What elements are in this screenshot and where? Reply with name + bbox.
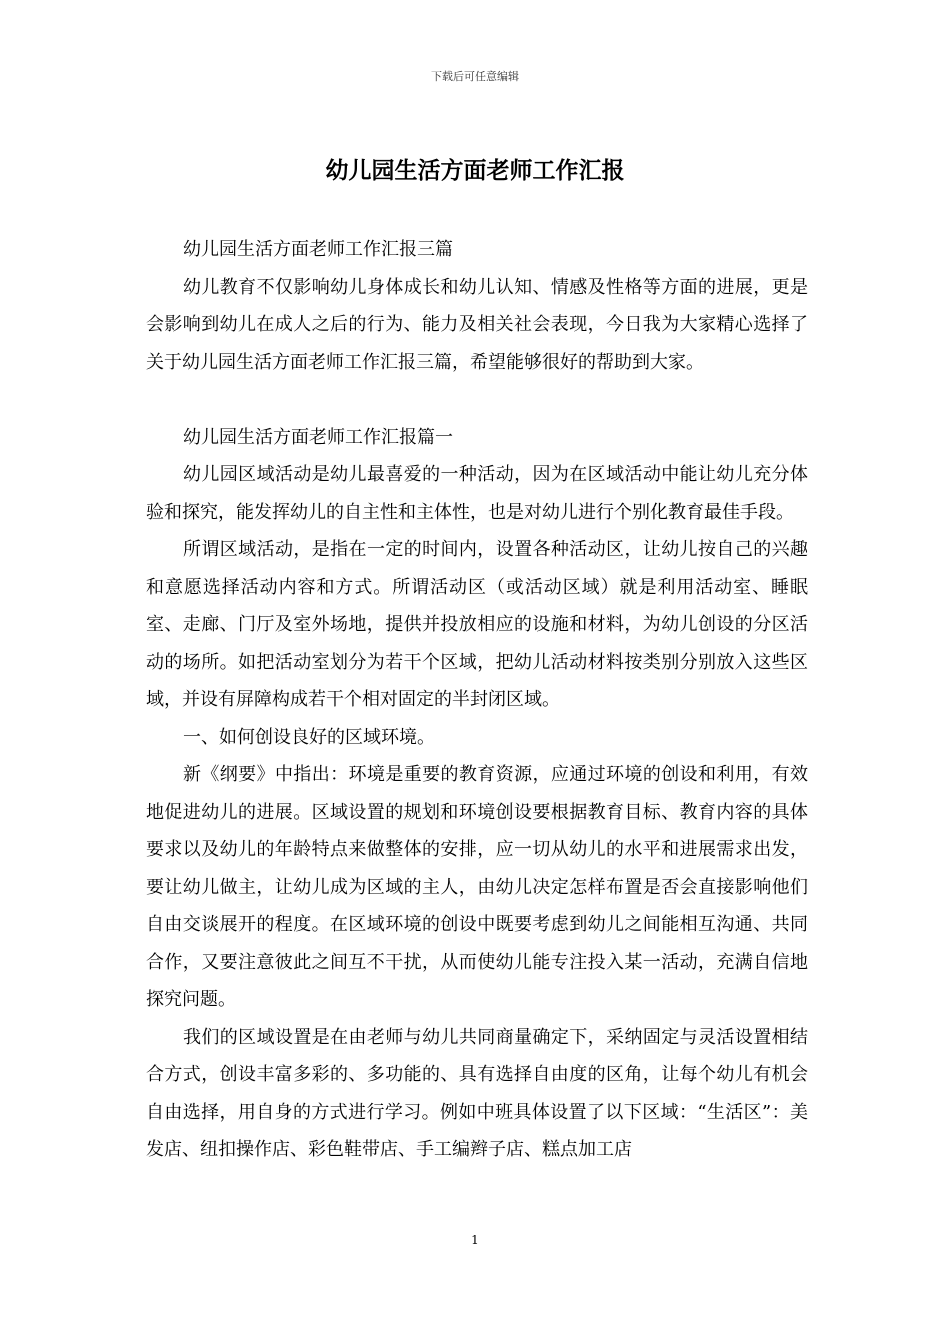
body-paragraph: 我们的区域设置是在由老师与幼儿共同商量确定下，采纳固定与灵活设置相结合方式，创设丰富多彩的、多功能的、具有选择自由度的区角，让每个幼儿有机会自由选择，用自身的方式进行学习。例如中班具体设置了以下区域：“生活区”：美发店、纽扣操作店、彩色鞋带店、手工编辫子店、糕点加工店 — [146, 1026, 808, 1160]
intro-paragraph: 幼儿教育不仅影响幼儿身体成长和幼儿认知、情感及性格等方面的进展，更是会影响到幼儿在成人之后的行为、能力及相关社会表现，今日我为大家精心选择了关于幼儿园生活方面老师工作汇报三篇，希望能够很好的帮助到大家。 — [146, 276, 808, 373]
subsection-heading: 一、如何创设良好的区域环境。 — [183, 726, 435, 748]
body-paragraph: 幼儿园区域活动是幼儿最喜爱的一种活动，因为在区域活动中能让幼儿充分体验和探究，能发挥幼儿的自主性和主体性，也是对幼儿进行个别化教育最佳手段。 — [146, 464, 808, 523]
body-paragraph: 新《纲要》中指出：环境是重要的教育资源，应通过环境的创设和利用，有效地促进幼儿的进展。区域设置的规划和环境创设要根据教育目标、教育内容的具体要求以及幼儿的年龄特点来做整体的安排，应一切从幼儿的水平和进展需求出发，要让幼儿做主，让幼儿成为区域的主人，由幼儿决定怎样布置是否会直接影响他们自由交谈展开的程度。在区域环境的创设中既要考虑到幼儿之间能相互沟通、共同合作，又要注意彼此之间互不干扰，从而使幼儿能专注投入某一活动，充满自信地探究问题。 — [146, 764, 808, 1010]
page-number: 1 — [471, 1233, 479, 1247]
subtitle-paragraph: 幼儿园生活方面老师工作汇报三篇 — [183, 239, 453, 260]
section-heading: 幼儿园生活方面老师工作汇报篇一 — [183, 426, 453, 448]
document-body — [146, 231, 808, 1169]
page-header-note: 下载后可任意编辑 — [431, 70, 519, 83]
document-title: 幼儿园生活方面老师工作汇报 — [325, 157, 625, 184]
body-paragraph: 所谓区域活动，是指在一定的时间内，设置各种活动区，让幼儿按自己的兴趣和意愿选择活动内容和方式。所谓活动区（或活动区域）就是利用活动室、睡眠室、走廊、门厅及室外场地，提供并投放相应的设施和材料，为幼儿创设的分区活动的场所。如把活动室划分为若干个区域，把幼儿活动材料按类别分别放入这些区域，并设有屏障构成若干个相对固定的半封闭区域。 — [146, 539, 808, 710]
